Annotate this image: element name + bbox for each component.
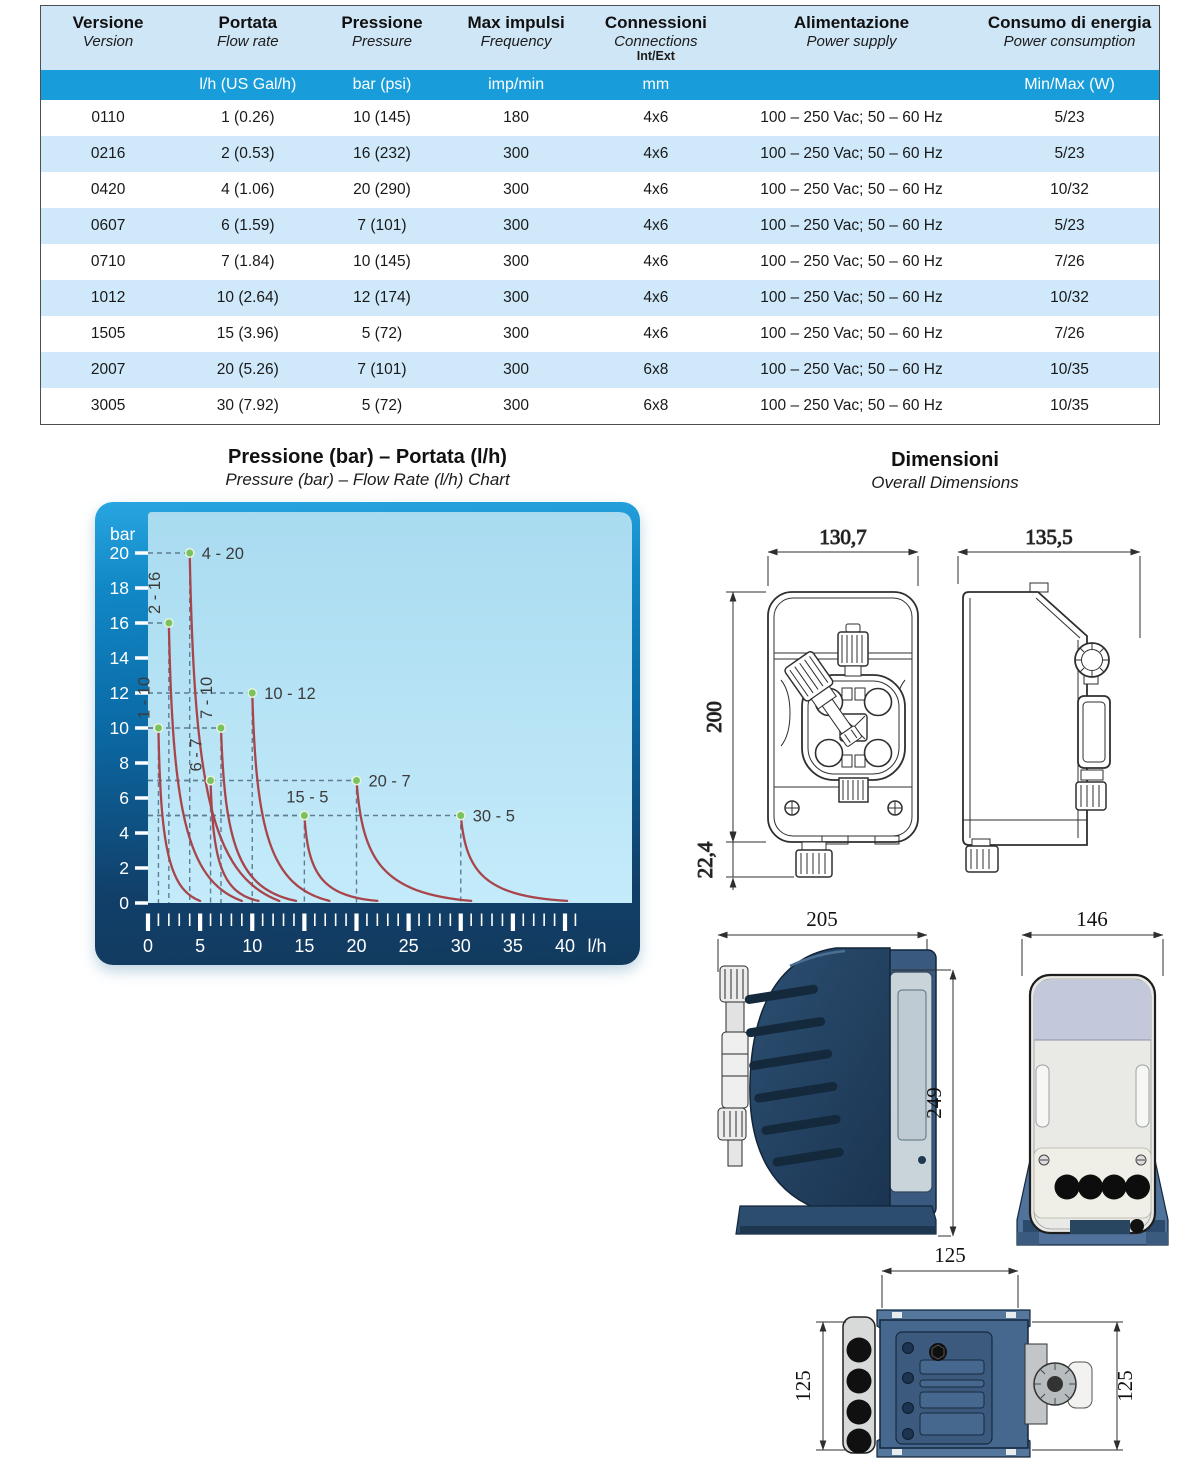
dim-front-width: 130,7 (819, 525, 867, 549)
point-label: 15 - 5 (286, 788, 329, 807)
point-dot (165, 619, 173, 627)
cell-portata: 1 (0.26) (221, 109, 275, 126)
header-row (41, 6, 1159, 70)
cell-consumo: 7/26 (1054, 253, 1085, 270)
cell-alimentazione: 100 – 250 Vac; 50 – 60 Hz (723, 280, 980, 316)
chart-title: Pressione (bar) – Portata (l/h) (228, 446, 507, 468)
cell-consumo: 5/23 (1054, 109, 1085, 126)
point-label: 4 - 20 (201, 545, 244, 563)
cell-max-impulsi: 300 (503, 253, 530, 270)
cell-alimentazione: 100 – 250 Vac; 50 – 60 Hz (760, 109, 943, 126)
cell-pressione: 10 (145) (353, 253, 411, 270)
cell-consumo: 5/23 (980, 208, 1159, 244)
dimension-drawings (640, 520, 1200, 1484)
unit-cell-consumo: Min/Max (W) (980, 70, 1159, 100)
table-row-2007 (41, 352, 1159, 388)
cell-connessioni: 4x6 (643, 325, 669, 342)
point-label: 6 - 7 (187, 738, 206, 772)
cell-max-impulsi: 180 (503, 109, 530, 126)
plot-area (145, 512, 632, 903)
x-tick-label: 0 (142, 936, 154, 956)
unit-cell-alimentazione (723, 70, 980, 100)
point-dot (154, 724, 162, 732)
side-view-drawing (958, 525, 1140, 872)
cell-max-impulsi: 300 (443, 352, 588, 388)
cell-max-impulsi: 300 (503, 181, 530, 198)
col-header-alimentazione: Alimentazione Power supply (723, 6, 980, 70)
front-view-drawing (693, 525, 918, 890)
y-tick-label: 10 (109, 718, 129, 738)
cell-consumo: 10/32 (1050, 181, 1089, 198)
x-tick-label: 20 (346, 936, 367, 956)
cell-alimentazione: 100 – 250 Vac; 50 – 60 Hz (723, 208, 980, 244)
cell-connessioni: 4x6 (589, 208, 723, 244)
cell-consumo: 7/26 (1054, 325, 1085, 342)
unit-row (41, 70, 1159, 100)
y-tick-label: 18 (109, 578, 129, 598)
point-dot (186, 549, 194, 557)
y-axis-unit-label: bar (110, 524, 136, 544)
table-row-1012 (41, 280, 1159, 316)
table-row-0710 (41, 244, 1159, 280)
cell-max-impulsi: 300 (503, 397, 530, 414)
col-header-portata: Portata Flow rate (175, 6, 320, 70)
cell-connessioni: 4x6 (589, 280, 723, 316)
table-row-0216 (41, 136, 1159, 172)
cell-versione: 0710 (90, 253, 126, 270)
cell-consumo: 5/23 (980, 136, 1159, 172)
cell-max-impulsi: 300 (443, 280, 588, 316)
y-tick-label: 8 (119, 753, 129, 773)
dim-bottom-depth-left: 125 (791, 1370, 815, 1402)
unit-cell-versione (41, 70, 175, 100)
table-row-0110 (41, 100, 1159, 136)
y-tick-label: 2 (119, 858, 129, 878)
cell-pressione: 16 (232) (320, 136, 443, 172)
cell-versione: 3005 (90, 397, 126, 414)
cell-versione: 0216 (41, 136, 175, 172)
cell-consumo: 10/32 (980, 280, 1159, 316)
cell-connessioni: 6x8 (643, 397, 669, 414)
point-dot (457, 811, 465, 819)
point-dot (217, 724, 225, 732)
chart-subtitle: Pressure (bar) – Flow Rate (l/h) Chart (225, 470, 510, 489)
cell-versione: 0607 (41, 208, 175, 244)
cell-pressione: 7 (101) (320, 208, 443, 244)
x-tick-label: 10 (242, 936, 263, 956)
dimensions-title: Dimensioni (891, 449, 999, 471)
x-axis (143, 914, 607, 957)
cell-pressione: 10 (145) (353, 109, 411, 126)
specs-table (41, 6, 1159, 424)
x-tick-label: 5 (195, 936, 206, 956)
point-label: 30 - 5 (472, 807, 515, 826)
cell-alimentazione: 100 – 250 Vac; 50 – 60 Hz (760, 253, 943, 270)
point-dot (300, 811, 308, 819)
cell-versione: 1012 (41, 280, 175, 316)
dim-back-width: 146 (1076, 907, 1108, 931)
unit-cell-pressione: bar (psi) (320, 70, 443, 100)
back-render-drawing (1017, 907, 1168, 1245)
cell-alimentazione: 100 – 250 Vac; 50 – 60 Hz (760, 181, 943, 198)
table-row-0420 (41, 172, 1159, 208)
dim-foot-height: 22,4 (693, 841, 717, 879)
cell-portata: 7 (1.84) (221, 253, 275, 270)
y-tick-label: 14 (109, 648, 129, 668)
cell-versione: 2007 (41, 352, 175, 388)
x-tick-label: 40 (554, 936, 576, 956)
table-row-0607 (41, 208, 1159, 244)
col-header-versione: Versione Version (41, 6, 175, 70)
dim-front-height: 200 (702, 701, 726, 733)
unit-cell-connessioni: mm (589, 70, 723, 100)
col-header-consumo: Consumo di energia Power consumption (980, 6, 1159, 70)
cell-connessioni: 6x8 (589, 352, 723, 388)
x-axis-unit-label: l/h (587, 936, 607, 956)
point-label: 7 - 10 (197, 676, 216, 719)
col-header-max-impulsi: Max impulsi Frequency (443, 6, 588, 70)
y-tick-label: 16 (109, 613, 129, 633)
cell-max-impulsi: 300 (443, 208, 588, 244)
y-tick-label: 20 (109, 543, 129, 563)
unit-cell-portata: l/h (US Gal/h) (175, 70, 320, 100)
y-tick-label: 12 (109, 683, 129, 703)
cell-alimentazione: 100 – 250 Vac; 50 – 60 Hz (723, 136, 980, 172)
specs-table-body (41, 100, 1159, 424)
unit-cell-max-impulsi: imp/min (443, 70, 588, 100)
col-header-pressione: Pressione Pressure (320, 6, 443, 70)
cell-portata: 30 (7.92) (216, 397, 279, 414)
cell-alimentazione: 100 – 250 Vac; 50 – 60 Hz (760, 325, 943, 342)
cell-consumo: 10/35 (1050, 397, 1089, 414)
dimensions-subtitle: Overall Dimensions (871, 473, 1019, 492)
point-dot (206, 776, 214, 784)
pressure-flow-chart (95, 502, 640, 965)
side-render-drawing (718, 907, 953, 1236)
bottom-view-drawing (791, 1243, 1137, 1457)
point-dot (352, 776, 360, 784)
cell-versione: 1505 (90, 325, 126, 342)
cell-portata: 20 (5.26) (175, 352, 320, 388)
cell-portata: 15 (3.96) (216, 325, 279, 342)
cell-alimentazione: 100 – 250 Vac; 50 – 60 Hz (723, 352, 980, 388)
cell-portata: 4 (1.06) (221, 181, 275, 198)
chart-canvas (95, 502, 640, 965)
cell-connessioni: 4x6 (643, 181, 669, 198)
cell-max-impulsi: 300 (503, 325, 530, 342)
cell-pressione: 20 (290) (353, 181, 411, 198)
col-header-connessioni: Connessioni Connections Int/Ext (589, 6, 723, 70)
cell-connessioni: 4x6 (643, 253, 669, 270)
point-label: 1 - 10 (135, 676, 154, 719)
cell-alimentazione: 100 – 250 Vac; 50 – 60 Hz (760, 397, 943, 414)
cell-portata: 2 (0.53) (175, 136, 320, 172)
cell-connessioni: 4x6 (643, 109, 669, 126)
cell-versione: 0110 (91, 109, 125, 126)
specs-table-head (41, 6, 1159, 100)
table-row-1505 (41, 316, 1159, 352)
specs-table-wrap (40, 5, 1160, 425)
dim-bottom-depth-right: 125 (1113, 1370, 1137, 1402)
x-tick-label: 25 (398, 936, 419, 956)
dim-side-width: 135,5 (1025, 525, 1073, 549)
point-label: 10 - 12 (264, 685, 316, 703)
point-label: 20 - 7 (368, 772, 411, 791)
x-tick-label: 35 (502, 936, 523, 956)
table-row-3005 (41, 388, 1159, 424)
x-tick-label: 30 (450, 936, 471, 956)
point-dot (248, 689, 256, 697)
y-tick-label: 6 (119, 788, 129, 808)
dim-profile-width: 205 (806, 907, 838, 931)
cell-pressione: 7 (101) (320, 352, 443, 388)
cell-pressione: 12 (174) (320, 280, 443, 316)
y-tick-label: 4 (119, 823, 129, 843)
dim-bottom-width: 125 (934, 1243, 966, 1267)
x-tick-label: 15 (294, 936, 315, 956)
cell-pressione: 5 (72) (361, 397, 403, 414)
point-label: 2 - 16 (145, 571, 164, 614)
cell-pressione: 5 (72) (361, 325, 403, 342)
cell-max-impulsi: 300 (443, 136, 588, 172)
cell-consumo: 10/35 (980, 352, 1159, 388)
y-tick-label: 0 (119, 893, 129, 913)
cell-connessioni: 4x6 (589, 136, 723, 172)
cell-portata: 6 (1.59) (175, 208, 320, 244)
cell-versione: 0420 (90, 181, 126, 198)
dim-profile-height: 249 (922, 1087, 946, 1119)
cell-portata: 10 (2.64) (175, 280, 320, 316)
